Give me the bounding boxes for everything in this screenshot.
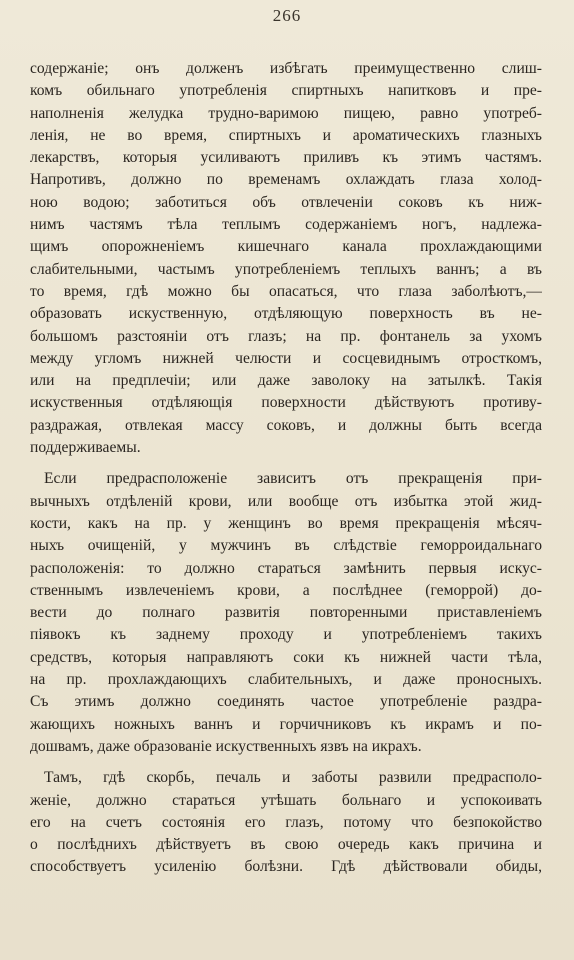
text-line: вести до полнаго развитія повторенными приставленіемъ <box>30 604 542 622</box>
text-line: наполненія желудка трудно-варимою пищею, равно употреб- <box>30 104 542 122</box>
text-line: кости, какъ на пр. у женщинъ во время прекращенія мѣсяч- <box>30 514 542 532</box>
text-line: или на предплечіи; или даже заволоку на затылкѣ. Такія <box>30 372 542 390</box>
text-line: Если предрасположеніе зависитъ отъ прекращенія при- <box>44 470 542 488</box>
text-line: на пр. прохлаждающихъ слабительныхъ, и даже проносныхъ. <box>30 671 542 689</box>
paragraph <box>30 767 542 878</box>
text-line: щимъ опорожненіемъ кишечнаго канала прохлаждающими <box>30 238 542 256</box>
text-line: образовать искуственную, отдѣляющую поверхность въ не- <box>30 305 542 323</box>
text-line: большомъ разстояніи отъ глазъ; на пр. фонтанель за ухомъ <box>30 327 542 345</box>
text-line: дошвамъ, даже образованіе искуственныхъ язвъ на икрахъ. <box>30 737 422 755</box>
text-line: то время, гдѣ можно бы опасаться, что глаза заболѣютъ,— <box>30 282 542 300</box>
text-line: раздражая, отвлекая массу соковъ, и должны быть всегда <box>30 416 542 434</box>
paragraph <box>30 468 542 758</box>
text-line: Съ этимъ должно соединять частое употребленіе раздра- <box>30 693 542 711</box>
text-line: нимъ частямъ тѣла теплымъ содержаніемъ ногъ, надлежа- <box>30 216 542 234</box>
text-line: содержаніе; онъ долженъ избѣгать преимущественно слиш- <box>30 60 542 77</box>
text-line: слабительными, частымъ употребленіемъ теплыхъ ваннъ; а въ <box>30 260 542 278</box>
text-line: ленія, не во время, спиртныхъ и ароматическихъ глазныхъ <box>30 126 542 144</box>
text-line: жающихъ ножныхъ ваннъ и горчичниковъ къ икрамъ и по- <box>30 715 542 733</box>
paragraph-gap <box>30 459 542 468</box>
text-line: способствуетъ усиленію болѣзни. Гдѣ дѣйствовали обиды, <box>30 858 542 876</box>
text-line: средствъ, которыя направляютъ соки къ нижней части тѣла, <box>30 648 542 666</box>
body-text <box>30 58 542 879</box>
text-line: ственнымъ извлеченіемъ крови, а послѣднее (геморрой) до- <box>30 581 542 599</box>
text-line: піявокъ къ заднему проходу и употребленіемъ такихъ <box>30 626 542 644</box>
text-line: его на счетъ состоянія его глазъ, потому что безпокойство <box>30 813 542 831</box>
text-line: Напротивъ, должно по временамъ охлаждать глаза холод- <box>30 171 542 189</box>
text-line: комъ обильнаго употребленія спиртныхъ напитковъ и пре- <box>30 82 542 100</box>
paragraph <box>30 58 542 459</box>
text-line: Тамъ, гдѣ скорбь, печаль и заботы развили предрасполо- <box>44 769 542 787</box>
text-line: ныхъ очищеній, у мужчинъ въ слѣдствіе геморроидальнаго <box>30 537 542 555</box>
text-line: женіе, должно стараться утѣшать больнаго и успокоивать <box>30 791 542 809</box>
text-line: о послѣднихъ дѣйствуетъ въ свою очередь какъ причина и <box>30 836 542 854</box>
paragraph-gap <box>30 758 542 767</box>
text-line: поддерживаемы. <box>30 439 141 457</box>
page-number: 266 <box>272 6 302 25</box>
text-line: ною водою; заботиться объ отвлеченіи соковъ къ ниж- <box>30 193 542 211</box>
text-line: лекарствъ, которыя усиливаютъ приливъ къ этимъ частямъ. <box>30 149 542 167</box>
text-line: расположенія: то должно стараться замѣнить первыя искус- <box>30 559 542 577</box>
text-line: искуственныя отдѣляющія поверхности дѣйствуютъ противу- <box>30 394 542 412</box>
text-line: вычныхъ отдѣленій крови, или вообще отъ избытка этой жид- <box>30 492 542 510</box>
text-line: между угломъ нижней челюсти и сосцевиднымъ отросткомъ, <box>30 349 542 367</box>
